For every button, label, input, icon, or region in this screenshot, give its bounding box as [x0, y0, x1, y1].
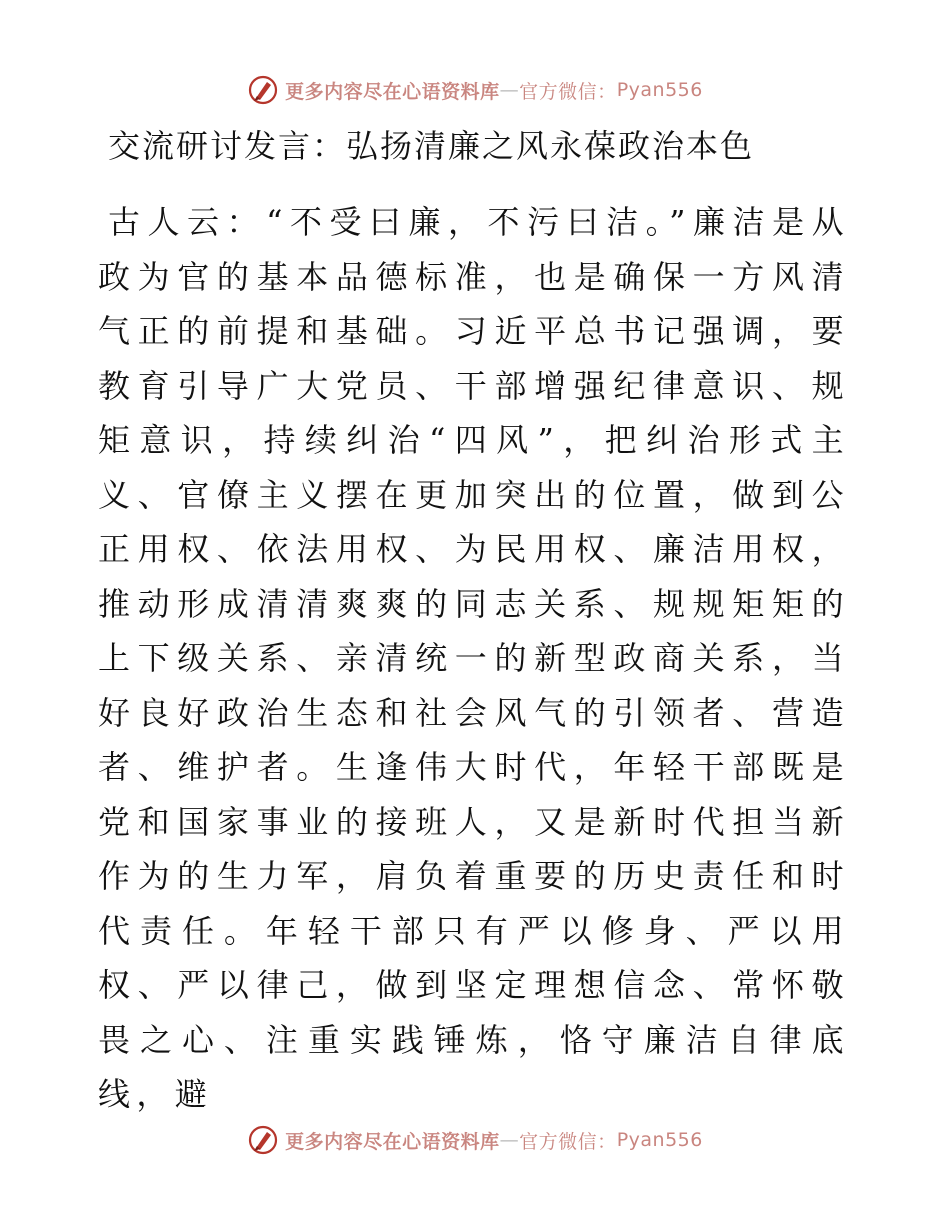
- watermark-main-text: 更多内容尽在心语资料库: [285, 80, 500, 103]
- pen-nib-circle-icon: [247, 1124, 279, 1156]
- footer-watermark: [0, 1124, 950, 1156]
- document-body-paragraph: 古人云：“不受曰廉，不污曰洁。”廉洁是从政为官的基本品德标准，也是确保一方风清气正的前提和基础。习近平总书记强调，要教育引导广大党员、干部增强纪律意识、规矩意识，持续纠治“四风”，把纠治形式主义、官僚主义摆在更加突出的位置，做到公正用权、依法用权、为民用权、廉洁用权，推动形成清清爽爽的同志关系、规规矩矩的上下级关系、亲清统一的新型政商关系，当好良好政治生态和社会风气的引领者、营造者、维护者。生逢伟大时代，年轻干部既是党和国家事业的接班人，又是新时代担当新作为的生力军，肩负着重要的历史责任和时代责任。年轻干部只有严以修身、严以用权、严以律己，做到坚定理想信念、常怀敬畏之心、注重实践锤炼，恪守廉洁自律底线，避: [98, 203, 850, 1113]
- watermark-dash: —: [499, 79, 520, 101]
- watermark-sub-text: 官方微信：: [519, 80, 617, 103]
- pen-nib-circle-icon: [247, 74, 279, 106]
- watermark-wechat-id: Pyan556: [616, 79, 703, 101]
- document-title: 交流研讨发言：弘扬清廉之风永葆政治本色: [108, 127, 755, 165]
- watermark-sub-text: 官方微信：: [519, 1130, 617, 1153]
- watermark-main-text: 更多内容尽在心语资料库: [285, 1130, 500, 1153]
- watermark-dash: —: [499, 1129, 520, 1151]
- watermark-wechat-id: Pyan556: [616, 1129, 703, 1151]
- header-watermark: [0, 74, 950, 106]
